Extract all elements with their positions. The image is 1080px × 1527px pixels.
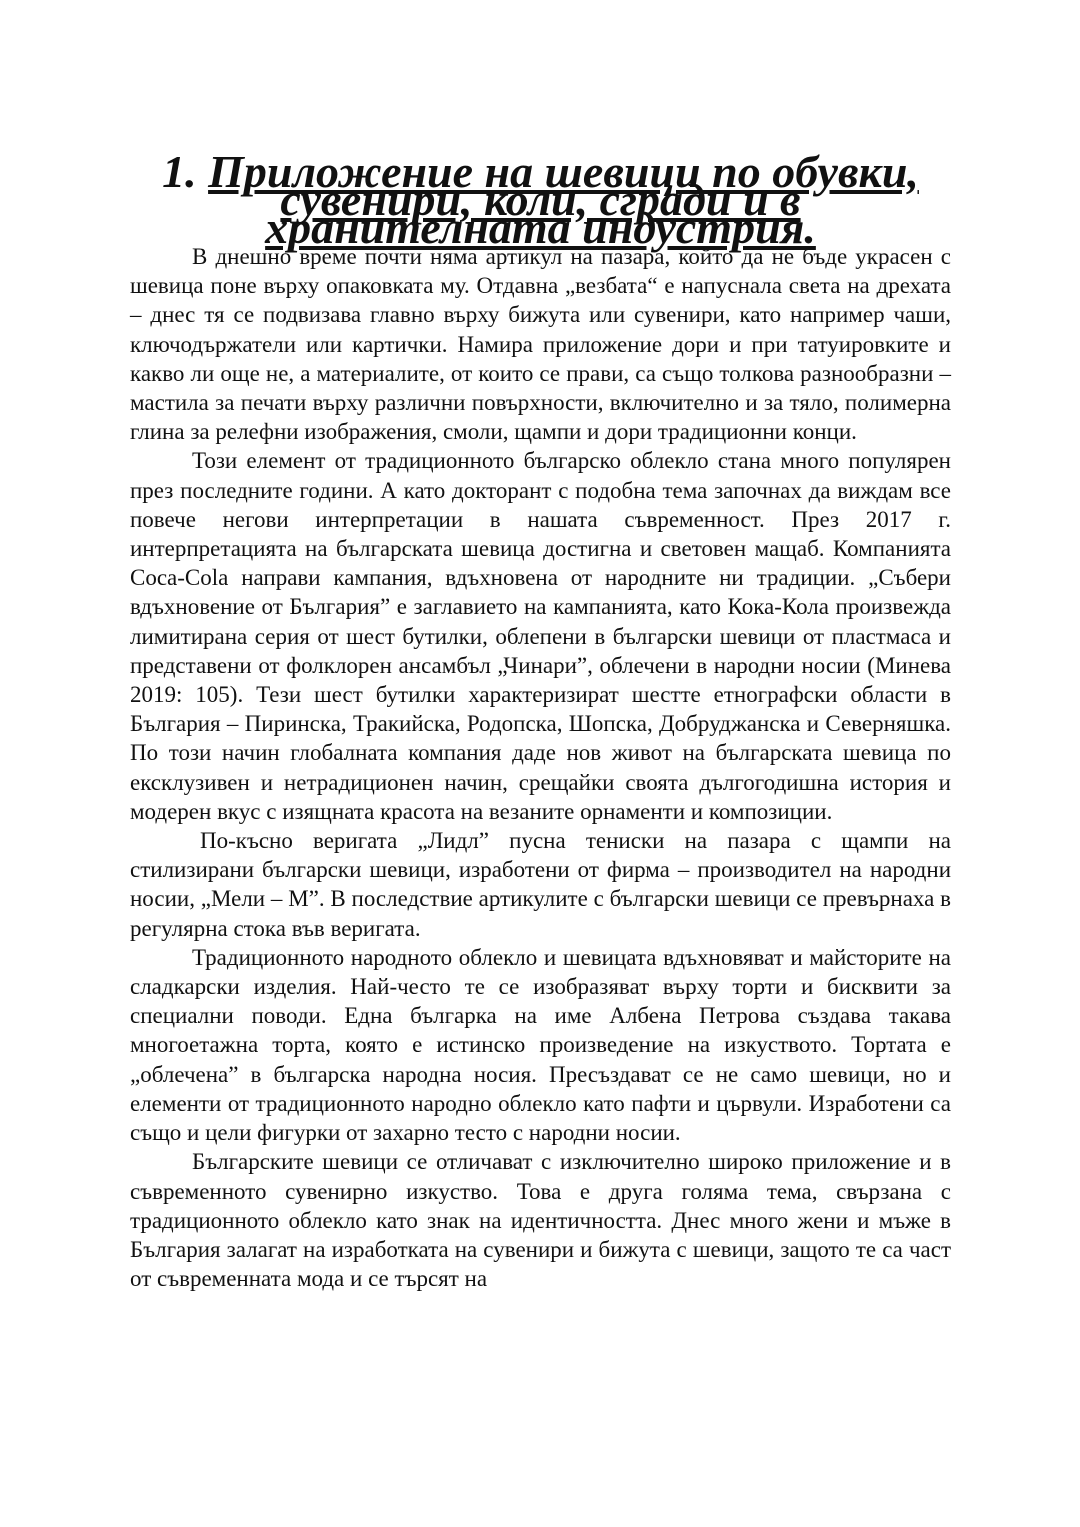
document-page: [130, 146, 951, 1293]
paragraph-3: По-късно веригата „Лидл” пусна тениски на пазара с щампи на стилизирани български шевици, изработени от фирма – производител на народни носии, „Мели – М”. В последствие артикулите с български шевици се превърнаха в регулярна стока във веригата.: [130, 828, 951, 941]
paragraph-4: Традиционното народното облекло и шевицата вдъхновяват и майсторите на сладкарски изделия. Най-често те се изобразяват върху торти и бисквити за специални поводи. Една българка на име Албена Петрова създава такава многоетажна торта, която е истинско произведение на изкуството. Тортата е „облечена” в българска народна носия. Пресъздават се не само шевици, но и елементи от традиционното народно облекло като пафти и цървули. Изработени са също и цели фигурки от захарно тесто с народни носии.: [130, 944, 951, 1146]
section-number: 1.: [162, 146, 197, 197]
section-title: Приложение на шевици по обувки, сувенири, коли, сгради и в хранителната индустрия.: [208, 146, 919, 253]
section-heading: [130, 146, 951, 253]
paragraph-5: Българските шевици се отличават с изключително широко приложение и в съвременното сувенирно изкуство. Това е друга голяма тема, свързана с традиционното облекло като знак на идентичността. Днес много жени и мъже в България залагат на изработката на сувенири и бижута с шевици, защото те са част от съвременната мода и се търсят на: [130, 1149, 951, 1292]
paragraph-2: Този елемент от традиционното българско облекло стана много популярен през последните години. А като докторант с подобна тема започнах да виждам все повече негови интерпретации в нашата съвременност. През 2017 г. интерпретацията на българската шевица достигна и световен мащаб. Компанията Coca-Cola направи кампания, вдъхновена от народните ни традиции. „Събери вдъхновение от България” е заглавието на кампанията, като Кока-Кола произвежда лимитирана серия от шест бутилки, облепени в български шевици от пластмаса и представени от фолклорен ансамбъл „Чинари”, облечени в народни носии (Минева 2019: 105). Тези шест бутилки характеризират шестте етнографски области в България – Пиринска, Тракийска, Родопска, Шопска, Добруджанска и Северняшка. По този начин глобалната компания даде нов живот на българската шевица по ексклузивен и нетрадиционен начин, срещайки своята дългогодишна история и модерен вкус с изящната красота на везаните орнаменти и композиции.: [130, 448, 951, 824]
paragraph-1: В днешно време почти няма артикул на пазара, който да не бъде украсен с шевица поне върху опаковката му. Отдавна „везбата“ е напуснала света на дрехата – днес тя се подвизава главно върху бижута или сувенири, като например чаши, ключодържатели или картички. Намира приложение дори и при татуировките и какво ли още не, а материалите, от които се прави, са също толкова разнообразни – мастила за печати върху различни повърхности, включително и за тяло, полимерна глина за релефни изображения, смоли, щампи и дори традиционни конци.: [130, 244, 951, 445]
